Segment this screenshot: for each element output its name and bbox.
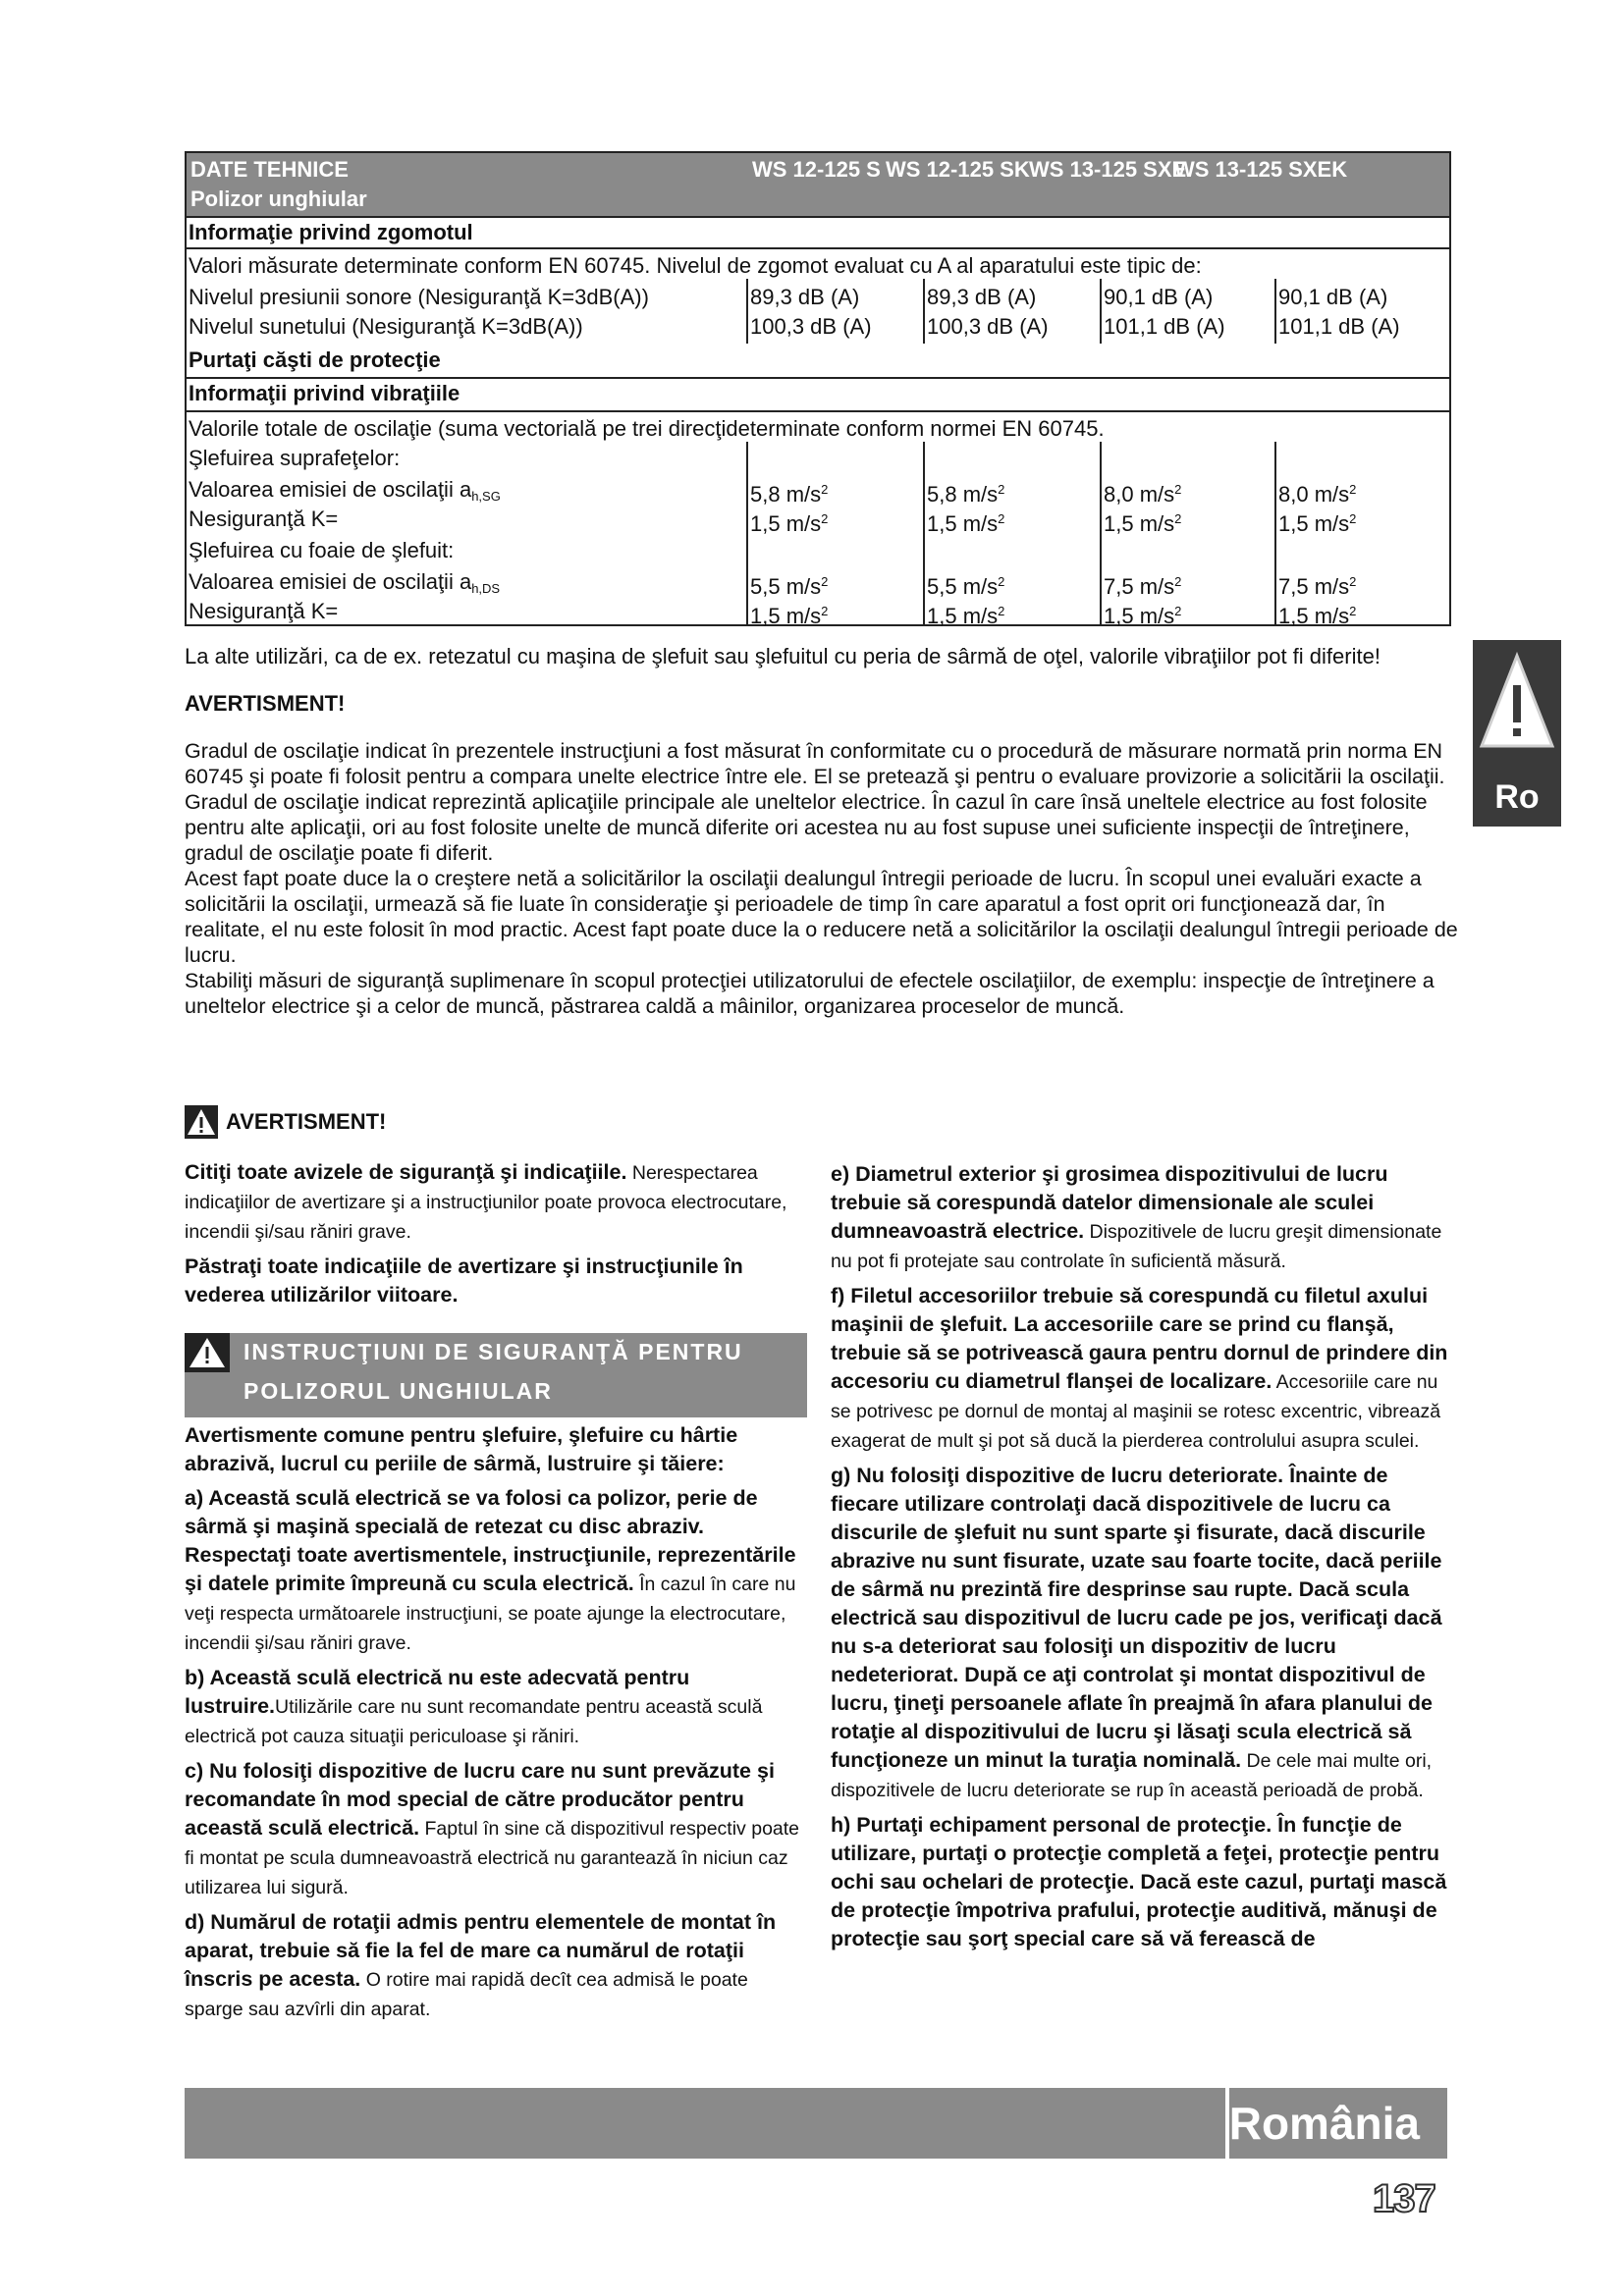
item-f-text: Accesoriile care nu se potrivesc pe dornul de montaj al maşinii se rotesc excentric, vibrează exagerat de mult şi pot să ducă la pierderea controlului asupra sculei. <box>831 1371 1441 1452</box>
item-d-text: O rotire mai rapidă decît cea admisă le poate sparge sau azvîrli din aparat. <box>185 1969 748 2020</box>
header-title: DATE TEHNICE <box>190 157 349 182</box>
vibration-intro: Valorile totale de oscilaţie (suma vectorială pe trei direcţideterminate conform normei EN 60745. <box>189 416 1105 441</box>
column-rule <box>1274 442 1276 626</box>
warning-icon <box>185 1333 230 1372</box>
ds-emission-label: Valoarea emisiei de oscilaţii $a_{h,DS}$ <box>189 569 501 596</box>
item-h-bold: h) Purtaţi echipament personal de protecţie. În funcţie de utilizare, purtaţi o protecţie completă a feţei, protecţie pentru ochi sau ochelari de protecţie. Dacă este cazul, purtaţi mască de protecţie împotriva prafului, protecţie auditivă, mănuşi de protecţie sau şorţ special care să vă ferească de <box>831 1813 1447 1950</box>
column-rule <box>923 442 925 626</box>
footer-country: România <box>1225 2088 1447 2159</box>
vib-value: 7,5 $m/s^2$ <box>1278 574 1357 599</box>
item-c-bold: c) Nu folosiţi dispozitive de lucru care nu sunt prevăzute şi recomandate în mod special de către producător pentru această sculă electrică. <box>185 1759 775 1840</box>
warning-triangle-icon <box>1478 648 1556 756</box>
item-c-text: Faptul în sine că dispozitivul respectiv poate fi montat pe scula dumneavoastră electrică nu garantează în niciun caz utilizarea lui sigură. <box>185 1818 800 1898</box>
column-rule <box>1100 279 1102 344</box>
right-column <box>831 1160 1451 1959</box>
vibration-title: Informaţii privind vibraţiile <box>189 381 460 405</box>
noise-row-pressure-label: Nivelul presiunii sonore (Nesiguranţă K=3dB(A)) <box>189 285 649 309</box>
vib-value: 1,5 $m/s^2$ <box>1104 604 1182 628</box>
keep-instructions: Păstraţi toate indicaţiile de avertizare şi instrucţiunile în vederea utilizărilor viitoare. <box>185 1255 743 1307</box>
warning-heading-2: AVERTISMENT! <box>226 1109 387 1134</box>
item-b-text: Utilizările care nu sunt recomandate pentru această sculă electrică pot cauza situaţii periculoase şi răniri. <box>185 1696 763 1747</box>
sg-uncertainty-label: Nesiguranţă K= <box>189 507 339 531</box>
noise-value: 89,3 dB (A) <box>927 285 1037 309</box>
vib-value: 5,8 $m/s^2$ <box>927 482 1005 507</box>
noise-value: 101,1 dB (A) <box>1278 314 1400 339</box>
item-f-bold: f) Filetul accesoriilor trebuie să corespundă cu filetul axului maşinii de şlefuit. La accesoriile care se prind cu flanşă, trebuie să se potrivească gaura pentru dornul de prindere din accesoriu cu diametrul flanşei de localizare. <box>831 1284 1448 1393</box>
noise-value: 100,3 dB (A) <box>927 314 1049 339</box>
noise-row-power-label: Nivelul sunetului (Nesiguranţă K=3dB(A)) <box>189 314 583 339</box>
vib-value: 1,5 $m/s^2$ <box>750 604 829 628</box>
vib-value: 1,5 $m/s^2$ <box>750 511 829 536</box>
header-subtitle: Polizor unghiular <box>190 187 367 211</box>
model-3: WS 13-125 SXE <box>1029 157 1187 182</box>
banner-line-2: POLIZORUL UNGHIULAR <box>244 1378 553 1404</box>
item-d-bold: d) Numărul de rotaţii admis pentru elementele de montat în aparat, trebuie să fie la fel de mare ca numărul de rotaţii înscris pe acesta. <box>185 1910 777 1991</box>
safety-instructions-banner <box>185 1333 807 1417</box>
vib-value: 5,5 $m/s^2$ <box>750 574 829 599</box>
vib-value: 1,5 $m/s^2$ <box>927 511 1005 536</box>
vib-value: 8,0 $m/s^2$ <box>1278 482 1357 507</box>
column-rule <box>1274 279 1276 344</box>
noise-title: Informaţie privind zgomotul <box>189 220 473 244</box>
surface-grinding-label: Şlefuirea suprafeţelor: <box>189 446 401 470</box>
sanding-sheet-label: Şlefuirea cu foaie de şlefuit: <box>189 538 455 562</box>
vib-value: 5,5 $m/s^2$ <box>927 574 1005 599</box>
column-rule <box>746 442 748 626</box>
item-g-text: De cele mai multe ori, dispozitivele de lucru deteriorate se rup în această perioadă de probă. <box>831 1750 1433 1801</box>
noise-value: 90,1 dB (A) <box>1104 285 1214 309</box>
vib-value: 1,5 $m/s^2$ <box>1278 604 1357 628</box>
vib-value: 8,0 $m/s^2$ <box>1104 482 1182 507</box>
ear-protection: Purtaţi căşti de protecţie <box>189 347 441 372</box>
item-a-text: În cazul în care nu veţi respecta următoarele instrucţiuni, se poate ajunge la electrocutare, incendii şi/sau răniri grave. <box>185 1574 796 1654</box>
vib-value: 1,5 $m/s^2$ <box>1104 511 1182 536</box>
left-column-items <box>185 1421 799 2030</box>
paragraph: Stabiliţi măsuri de siguranţă suplimenare în scopul protecţiei utilizatorului de efectele oscilaţiilor, de exemplu: inspecţie de întreţinere a uneltelor electrice şi a celor de muncă, păstrarea caldă a mâinilor, organizarea proceselor de muncă. <box>185 969 1435 1018</box>
column-rule <box>1100 442 1102 626</box>
model-1: WS 12-125 S <box>752 157 881 182</box>
banner-line-1: INSTRUCŢIUNI DE SIGURANŢĂ PENTRU <box>244 1339 743 1364</box>
noise-value: 101,1 dB (A) <box>1104 314 1225 339</box>
item-e-text: Dispozitivele de lucru greşit dimensionate nu pot fi protejate sau controlate în suficientă măsură. <box>831 1221 1442 1272</box>
model-2: WS 12-125 SK <box>886 157 1030 182</box>
warning-icon <box>185 1105 218 1139</box>
column-rule <box>746 279 748 344</box>
table-header <box>187 153 1449 216</box>
technical-data-table <box>185 151 1451 626</box>
noise-value: 89,3 dB (A) <box>750 285 860 309</box>
vib-value: 7,5 $m/s^2$ <box>1104 574 1182 599</box>
divider <box>187 247 1449 249</box>
item-b-bold: b) Această sculă electrică nu este adecvată pentru lustruire. <box>185 1666 690 1718</box>
paragraph: Gradul de oscilaţie indicat în prezentele instrucţiuni a fost măsurat în conformitate cu o procedură de măsurare normată prin norma EN 60745 şi poate fi folosit pentru a compara unelte electrice între ele. El se pretează şi pentru o evaluare provizorie a solicitării la oscilaţii. Gradul de oscilaţie indicat reprezintă aplicaţiile principale ale uneltelor electrice. În cazul în care însă uneltele electrice au fost folosite pentru alte aplicaţii, ori au fost folosite unelte de muncă diferite ori acestea nu au fost supuse unei suficiente inspecţii de întreţinere, gradul de oscilaţie poate fi diferit. <box>185 739 1445 865</box>
footer-bar <box>185 2088 1447 2159</box>
model-4: WS 13-125 SXEK <box>1174 157 1348 182</box>
read-warnings-text: Nerespectarea indicaţiilor de avertizare şi a instrucţiunilor poate provoca electrocutare, incendii şi/sau răniri grave. <box>185 1162 787 1243</box>
noise-value: 90,1 dB (A) <box>1278 285 1388 309</box>
sg-emission-label: Valoarea emisiei de oscilaţii $a_{h,SG}$ <box>189 477 501 504</box>
vib-value: 1,5 $m/s^2$ <box>927 604 1005 628</box>
other-uses-note: La alte utilizări, ca de ex. retezatul cu maşina de şlefuit sau şlefuitul cu peria de sârmă de oţel, valorile vibraţiilor pot fi diferite! <box>185 644 1380 668</box>
left-column <box>185 1158 799 1315</box>
noise-intro: Valori măsurate determinate conform EN 60745. Nivelul de zgomot evaluat cu A al aparatului este tipic de: <box>189 253 1202 278</box>
common-warnings: Avertismente comune pentru şlefuire, şlefuire cu hârtie abrazivă, lucrul cu periile de sârmă, lustruire şi tăiere: <box>185 1423 738 1475</box>
warning-heading: AVERTISMENT! <box>185 691 346 716</box>
page-number: 137 <box>1373 2177 1435 2220</box>
vib-value: 5,8 $m/s^2$ <box>750 482 829 507</box>
noise-value: 100,3 dB (A) <box>750 314 872 339</box>
ds-uncertainty-label: Nesiguranţă K= <box>189 599 339 623</box>
side-tab-label: Ro <box>1494 778 1540 816</box>
read-warnings-bold: Citiţi toate avizele de siguranţă şi indicaţiile. <box>185 1160 627 1184</box>
divider <box>187 410 1449 412</box>
vib-value: 1,5 $m/s^2$ <box>1278 511 1357 536</box>
column-rule <box>923 279 925 344</box>
vibration-warning-text <box>185 738 1461 1019</box>
paragraph: Acest fapt poate duce la o creştere netă a solicitărilor la oscilaţii dealungul întregii perioade de lucru. În scopul unei evaluări exacte a solicitării la oscilaţii, urmează să fie luate în consideraţie şi perioadele de timp în care aparatul a fost oprit ori funcţionează dar, în realitate, el nu este folosit în mod practic. Acest fapt poate duce la o reducere netă a solicitărilor la oscilaţii dealungul întregii perioade de lucru. <box>185 867 1458 967</box>
item-a-bold: a) Această sculă electrică se va folosi ca polizor, perie de sârmă şi maşină specială de retezat cu disc abraziv. Respectaţi toate avertismentele, instrucţiunile, reprezentările şi datele primite împreună cu scula electrică. <box>185 1486 796 1595</box>
item-g-bold: g) Nu folosiţi dispozitive de lucru deteriorate. Înainte de fiecare utilizare controlaţi dacă dispozitivele de lucru ca discurile de şlefuit nu sunt sparte şi fisurate, dacă discurile abrazive nu sunt fisurate, uzate sau foarte tocite, dacă periile de sârmă nu prezintă fire desprinse sau rupte. Dacă scula electrică sau dispozitivul de lucru cade pe jos, verificaţi dacă nu s-a deteriorat sau folosiţi un dispozitiv de lucru nedeteriorat. După ce aţi controlat şi montat dispozitivul de lucru, ţineţi persoanele aflate în preajmă în afara planului de rotaţie al dispozitivului de lucru şi lăsaţi scula electrică să funcţioneze un minut la turaţia nominală. <box>831 1464 1442 1772</box>
item-e-bold: e) Diametrul exterior şi grosimea dispozitivului de lucru trebuie să corespundă datelor dimensionale ale sculei dumneavoastră electrice. <box>831 1162 1388 1243</box>
